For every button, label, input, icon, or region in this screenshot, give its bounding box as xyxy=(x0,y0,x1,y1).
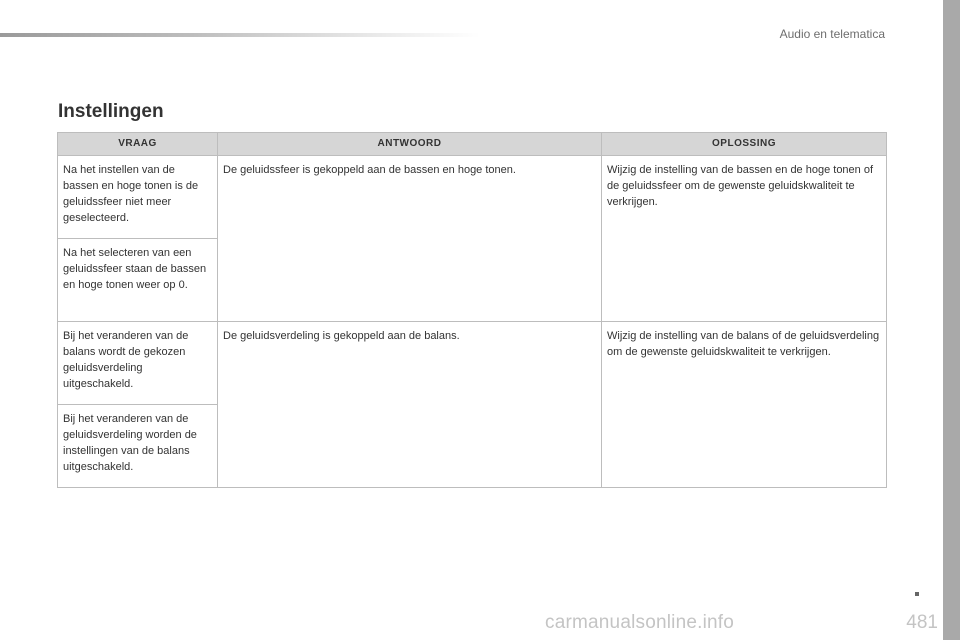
column-header-solution: OPLOSSING xyxy=(602,133,887,156)
answer-cell: De geluidssfeer is gekoppeld aan de bassen en hoge tonen. xyxy=(218,156,602,322)
question-cell: Bij het veranderen van de balans wordt de gekozen geluidsverdeling uitgeschakeld. xyxy=(58,322,218,405)
table-row xyxy=(58,322,887,405)
page-number: 481 xyxy=(906,612,938,633)
watermark: carmanualsonline.info xyxy=(545,612,735,633)
table-row xyxy=(58,156,887,239)
solution-cell: Wijzig de instelling van de bassen en de hoge tonen of de geluidssfeer om de gewenste geluidskwaliteit te verkrijgen. xyxy=(602,156,887,322)
page-dot-marker xyxy=(915,592,919,596)
question-cell: Bij het veranderen van de geluidsverdeling worden de instellingen van de balans uitgeschakeld. xyxy=(58,405,218,488)
table-header-row xyxy=(58,133,887,156)
page-title: Instellingen xyxy=(58,101,164,122)
question-cell: Na het selecteren van een geluidssfeer staan de bassen en hoge tonen weer op 0. xyxy=(58,239,218,322)
question-cell: Na het instellen van de bassen en hoge tonen is de geluidssfeer niet meer geselecteerd. xyxy=(58,156,218,239)
column-header-question: VRAAG xyxy=(58,133,218,156)
faq-table xyxy=(57,132,887,488)
column-header-answer: ANTWOORD xyxy=(218,133,602,156)
answer-cell: De geluidsverdeling is gekoppeld aan de balans. xyxy=(218,322,602,488)
page-edge-strip xyxy=(943,0,960,640)
section-header: Audio en telematica xyxy=(779,27,885,41)
header-decor-bar xyxy=(0,33,480,37)
solution-cell: Wijzig de instelling van de balans of de geluidsverdeling om de gewenste geluidskwaliteit te verkrijgen. xyxy=(602,322,887,488)
